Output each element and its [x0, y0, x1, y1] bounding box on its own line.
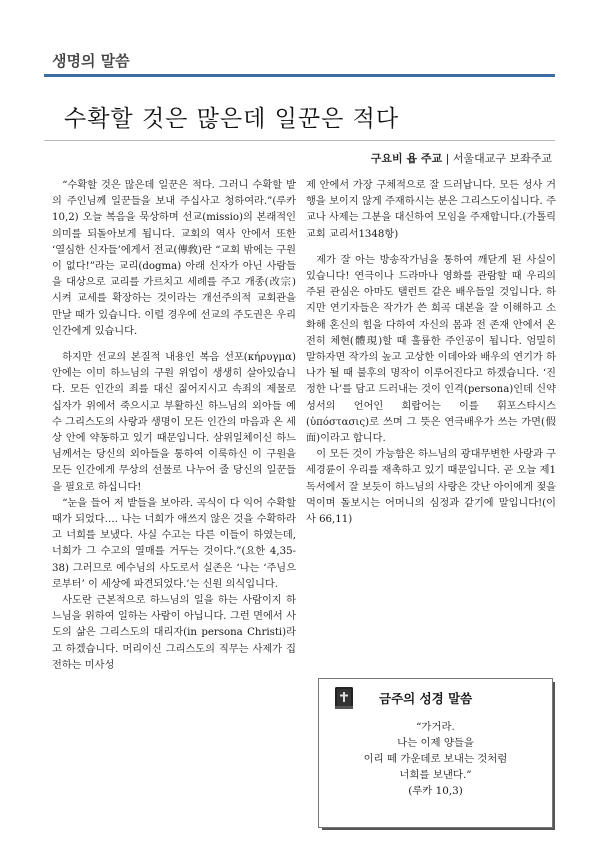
verse-line: “가거라. — [416, 721, 455, 733]
weekly-verse-title: 금주의 성경 말씀 — [379, 691, 473, 706]
byline — [371, 150, 552, 166]
paragraph: “눈을 들어 저 밭들을 보아라. 곡식이 다 익어 수확할 때가 되었다.… 나는 너희가 애쓰지 않은 것을 수확하라고 너희를 보냈다. 사실 수고는 다른 이들이 하였는데, 너희가 그 수고의 열매를 거두는 것이다.”(요한 4,35-38) 그러므로 예수님의 사도로서 실존은 ‘나는 ‘주님으로부터’ 이 세상에 파견되었다.’는 신원 의식입니다. — [52, 497, 296, 590]
paragraph: 제가 잘 아는 방송작가님을 통하여 깨닫게 된 사실이 있습니다! 연극이나 드라마나 영화를 관람할 때 우리의 주된 관심은 아마도 탤런트 같은 배우들일 것입니다. 하지만 연기자들은 작가가 쓴 희곡 대본을 잘 이해하고 소화해 혼신의 힘을 다하여 자신의 몸과 전 존재 안에서 온전히 체현(體現)할 때 훌륭한 주인공이 됩니다. 엄밀히 말하자면 작가의 높고 고상한 이데아와 배우의 연기가 하나가 될 때 불후의 명작이 이루어진다고 하겠습니다. ‘진정한 나’를 담고 드러내는 것이 인격(persona)인데 신약성서의 언어인 희랍어는 이를 휘포스타시스(ὑπόστασις)로 쓰며 그 뜻은 연극배우가 쓰는 가면(假面)이라고 합니다. — [306, 254, 556, 445]
bible-icon — [333, 685, 355, 711]
title-divider — [44, 140, 555, 141]
verse-reference: (루카 10,3) — [408, 785, 463, 797]
paragraph: 이 모든 것이 가능함은 하느님의 광대무변한 사랑과 구세경륜이 우리를 재촉하고 있기 때문입니다. 곧 오늘 제1독서에서 잘 보듯이 하느님의 사랑은 갓난 아이에게 젖을 먹이며 돌보시는 어머니의 심정과 같기에 말입니다!(이사 66,11) — [306, 449, 556, 526]
verse-line: 이리 떼 가운데로 보내는 것처럼 — [363, 753, 508, 765]
verse-line: 나는 이제 양들을 — [397, 737, 474, 749]
weekly-verse-text — [319, 719, 552, 799]
article-column-right — [306, 178, 556, 528]
paragraph: 사도란 근본적으로 하느님의 일을 하는 사람이지 하느님을 위하여 일하는 사람이 아닙니다. 그런 면에서 사도의 삶은 그리스도의 대리자(in persona Christi)라고 하겠습니다. 머리이신 그리스도의 직무는 사제가 집전하는 미사성 — [52, 595, 296, 671]
paragraph: “수확할 것은 많은데 일꾼은 적다. 그러니 수확할 밭의 주인님께 일꾼들을 보내 주십사고 청하여라.”(루카 10,2) 오늘 복음을 묵상하며 선교(missio)의 본래적인 의미를 되돌아보게 됩니다. 교회의 역사 안에서 또한 ‘열심한 신자들’에게서 전교(傳敎)란 “교회 밖에는 구원이 없다!”라는 교리(dogma) 아래 신자가 아닌 사람들을 대상으로 교리를 가르치고 세례를 주고 개종(改宗)시켜 교세를 확장하는 것이라는 개선주의적 교회관을 만날 때가 있습니다. 이럴 경우에 선교의 주도권은 우리 인간에게 있습니다. — [52, 180, 296, 337]
verse-line: 너희를 보낸다.” — [399, 769, 472, 781]
paragraph-continuation: 제 안에서 가장 구체적으로 잘 드러납니다. 모든 성사 거행을 보이지 않게 주재하시는 분은 그리스도이십니다. 주교나 사제는 그분을 대신하여 모임을 주재합니다.(가톨릭교회 교리서1348항) — [306, 180, 556, 240]
byline-separator: | — [442, 152, 453, 165]
section-label: 생명의 말씀 — [52, 52, 130, 70]
header-rule — [44, 74, 555, 77]
byline-role: 서울대교구 보좌주교 — [452, 152, 552, 165]
article-column-left — [52, 178, 296, 674]
weekly-verse-box — [318, 678, 553, 828]
paragraph: 하지만 선교의 본질적 내용인 복음 선포(κήρυγμα) 안에는 이미 하느님의 구원 위업이 생생히 살아있습니다. 모든 인간의 죄를 대신 짊어지시고 속죄의 제물로 십자가 위에서 죽으시고 부활하신 하느님의 외아들 예수 그리스도의 사랑과 생명이 모든 인간의 마음과 온 세상 안에 약동하고 있기 때문입니다. 삼위일체이신 하느님께서는 당신의 외아들을 통하여 이룩하신 이 구원을 모든 인간에게 무상의 선물로 나누어 줄 당신의 일꾼들을 필요로 하십니다! — [52, 352, 296, 493]
article-title: 수확할 것은 많은데 일꾼은 적다 — [64, 106, 400, 132]
byline-name: 구요비 욥 주교 — [370, 152, 443, 165]
